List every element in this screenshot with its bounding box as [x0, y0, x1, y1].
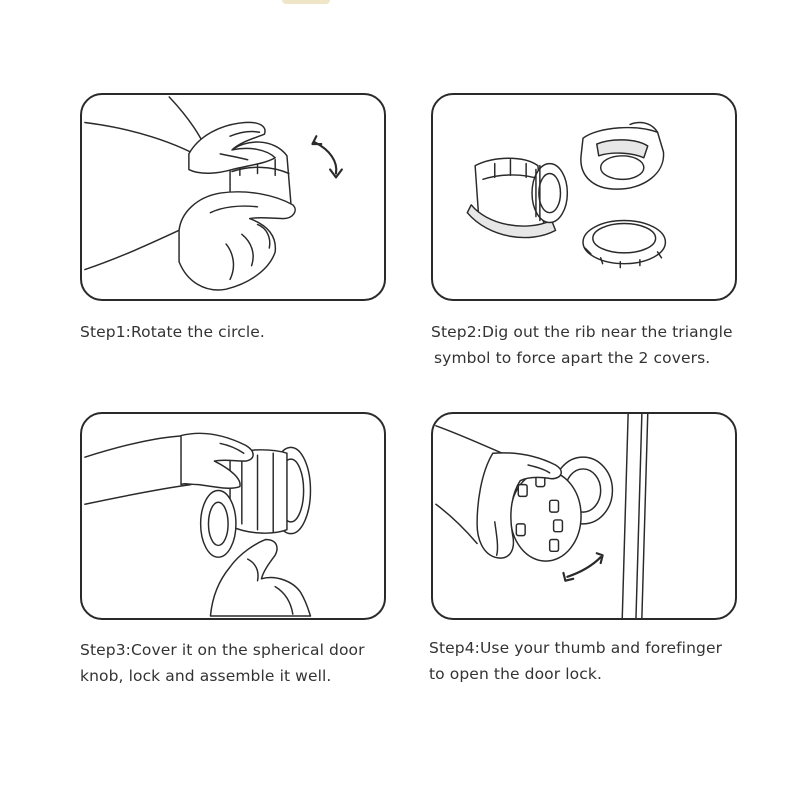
step1-illustration-panel — [80, 93, 386, 301]
step3-caption — [80, 637, 420, 689]
step1-caption — [80, 319, 420, 345]
hand-turning-covered-knob-icon — [433, 414, 735, 618]
step4-illustration-panel — [431, 412, 737, 620]
top-accent-bar — [282, 0, 330, 4]
step2-caption — [431, 319, 771, 371]
step4-caption-line2: to open the door lock. — [429, 665, 602, 683]
knob-cover-parts-apart-icon — [433, 95, 735, 299]
step4-caption — [429, 635, 769, 687]
step2-illustration-panel — [431, 93, 737, 301]
hands-rotating-knob-cover-icon — [82, 95, 384, 299]
step2-caption-line1: Step2:Dig out the rib near the triangle — [431, 323, 733, 341]
step4-caption-line1: Step4:Use your thumb and forefinger — [429, 639, 723, 657]
hands-assembling-cover-on-knob-icon — [82, 414, 384, 618]
step3-caption-line1: Step3:Cover it on the spherical door — [80, 641, 365, 659]
step2-caption-line2: symbol to force apart the 2 covers. — [434, 349, 711, 367]
step3-caption-line2: knob, lock and assemble it well. — [80, 667, 332, 685]
step1-caption-line1: Step1:Rotate the circle. — [80, 323, 265, 341]
step3-illustration-panel — [80, 412, 386, 620]
